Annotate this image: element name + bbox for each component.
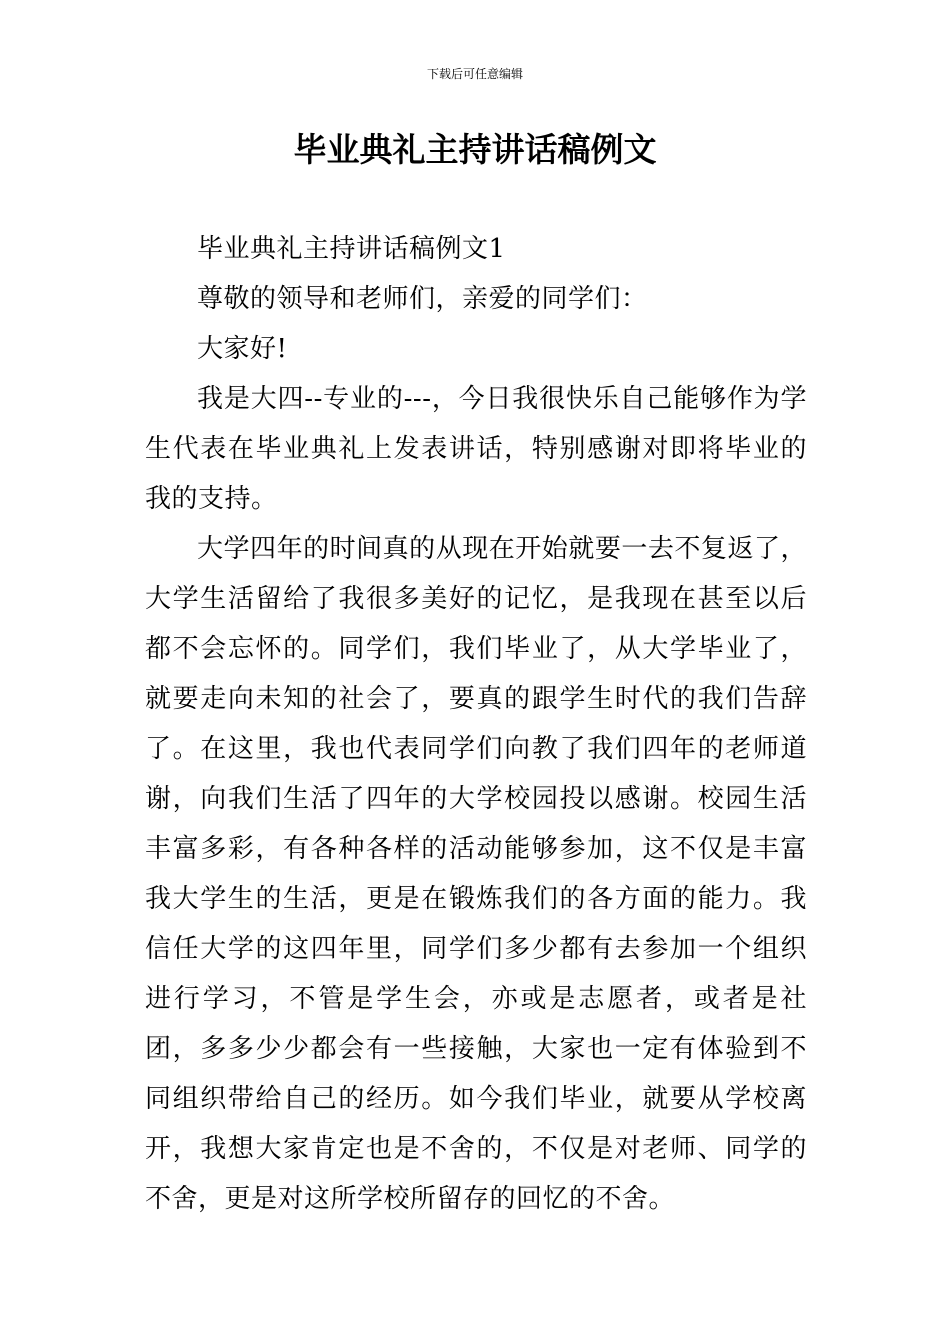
paragraph-main: 大学四年的时间真的从现在开始就要一去不复返了，大学生活留给了我很多美好的记忆，是我现在甚至以后都不会忘怀的。同学们，我们毕业了，从大学毕业了，就要走向未知的社会了，要真的跟学生时代的我们告辞了。在这里，我也代表同学们向教了我们四年的老师道谢，向我们生活了四年的大学校园投以感谢。校园生活丰富多彩，有各种各样的活动能够参加，这不仅是丰富我大学生的生活，更是在锻炼我们的各方面的能力。我信任大学的这四年里，同学们多少都有去参加一个组织进行学习，不管是学生会，亦或是志愿者，或者是社团，多多少少都会有一些接触，大家也一定有体验到不同组织带给自己的经历。如今我们毕业，就要从学校离开，我想大家肯定也是不舍的，不仅是对老师、同学的不舍，更是对这所学校所留存的回忆的不舍。 [145, 534, 807, 1214]
salutation: 尊敬的领导和老师们，亲爱的同学们： [197, 284, 648, 314]
header-note: 下载后可任意编辑 [426, 67, 523, 81]
document-title: 毕业典礼主持讲话稿例文 [293, 130, 657, 169]
paragraph-introduction: 我是大四--专业的---，今日我很快乐自己能够作为学生代表在毕业典礼上发表讲话，特别感谢对即将毕业的我的支持。 [145, 384, 807, 514]
section-heading: 毕业典礼主持讲话稿例文1 [197, 234, 506, 264]
document-body [145, 224, 807, 1224]
greeting: 大家好! [197, 334, 288, 364]
